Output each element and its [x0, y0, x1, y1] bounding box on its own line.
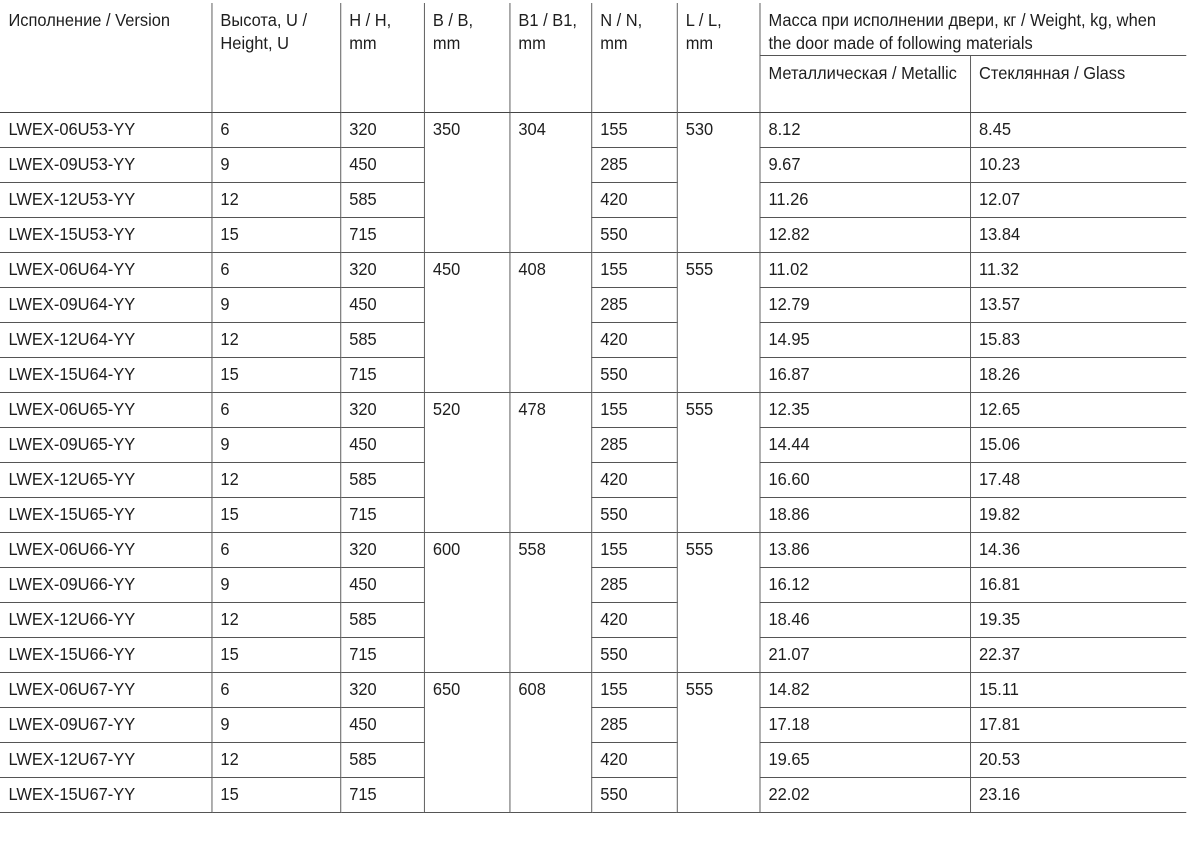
table-row — [0, 568, 1186, 603]
cell-metallic: 14.95 — [760, 323, 971, 358]
cell-metallic: 14.82 — [760, 673, 971, 708]
cell-n: 550 — [591, 778, 677, 813]
cell-h: 715 — [340, 778, 424, 813]
cell-height-u: 12 — [212, 743, 341, 778]
cell-h: 715 — [340, 218, 424, 253]
cell-metallic: 13.86 — [760, 533, 971, 568]
cell-b1: 558 — [509, 533, 591, 673]
table-body — [0, 113, 1186, 813]
cell-n: 155 — [591, 673, 677, 708]
header-b: B / B, mm — [424, 3, 510, 113]
cell-h: 715 — [340, 498, 424, 533]
table-row — [0, 708, 1186, 743]
header-version: Исполнение / Version — [0, 3, 212, 113]
cell-n: 155 — [591, 253, 677, 288]
header-mass: Масса при исполнении двери, кг / Weight, kg, when the door made of following materials — [760, 3, 1187, 56]
table-row — [0, 428, 1186, 463]
cell-h: 450 — [340, 148, 424, 183]
cell-glass: 12.07 — [970, 183, 1186, 218]
cell-version: LWEX-09U67-YY — [0, 708, 212, 743]
cell-metallic: 11.02 — [760, 253, 971, 288]
cell-version: LWEX-06U64-YY — [0, 253, 212, 288]
cell-height-u: 15 — [212, 498, 341, 533]
cell-height-u: 9 — [212, 428, 341, 463]
cell-glass: 19.35 — [970, 603, 1186, 638]
header-height-u: Высота, U / Height, U — [212, 3, 341, 113]
table-row — [0, 323, 1186, 358]
cell-height-u: 9 — [212, 568, 341, 603]
cell-glass: 23.16 — [970, 778, 1186, 813]
cell-glass: 8.45 — [970, 113, 1186, 148]
table-row — [0, 603, 1186, 638]
cell-version: LWEX-06U67-YY — [0, 673, 212, 708]
header-n: N / N, mm — [591, 3, 677, 113]
cell-height-u: 12 — [212, 183, 341, 218]
cell-n: 285 — [591, 568, 677, 603]
table-row — [0, 218, 1186, 253]
cell-metallic: 22.02 — [760, 778, 971, 813]
cell-h: 715 — [340, 638, 424, 673]
cell-glass: 22.37 — [970, 638, 1186, 673]
cell-version: LWEX-09U64-YY — [0, 288, 212, 323]
cell-height-u: 6 — [212, 533, 341, 568]
cell-version: LWEX-15U53-YY — [0, 218, 212, 253]
cell-glass: 10.23 — [970, 148, 1186, 183]
cell-h: 715 — [340, 358, 424, 393]
cell-height-u: 9 — [212, 288, 341, 323]
cell-height-u: 6 — [212, 393, 341, 428]
table-row — [0, 148, 1186, 183]
cell-metallic: 18.46 — [760, 603, 971, 638]
header-l: L / L, mm — [677, 3, 760, 113]
cell-metallic: 12.79 — [760, 288, 971, 323]
cell-height-u: 12 — [212, 603, 341, 638]
cell-n: 550 — [591, 358, 677, 393]
cell-metallic: 17.18 — [760, 708, 971, 743]
header-glass: Стеклянная / Glass — [970, 56, 1186, 113]
cell-glass: 17.48 — [970, 463, 1186, 498]
cell-metallic: 9.67 — [760, 148, 971, 183]
table-row — [0, 638, 1186, 673]
cell-glass: 16.81 — [970, 568, 1186, 603]
cell-version: LWEX-15U67-YY — [0, 778, 212, 813]
cell-b1: 478 — [509, 393, 591, 533]
cell-l: 555 — [677, 533, 760, 673]
cell-metallic: 21.07 — [760, 638, 971, 673]
cell-b1: 608 — [509, 673, 591, 813]
cell-n: 550 — [591, 218, 677, 253]
cell-glass: 13.84 — [970, 218, 1186, 253]
cell-n: 285 — [591, 428, 677, 463]
cell-l: 530 — [677, 113, 760, 253]
cell-h: 320 — [340, 393, 424, 428]
cell-h: 450 — [340, 708, 424, 743]
cell-h: 585 — [340, 183, 424, 218]
cell-l: 555 — [677, 253, 760, 393]
cell-h: 320 — [340, 253, 424, 288]
cell-n: 420 — [591, 183, 677, 218]
cell-height-u: 6 — [212, 113, 341, 148]
cell-height-u: 6 — [212, 253, 341, 288]
cell-height-u: 12 — [212, 323, 341, 358]
cell-h: 450 — [340, 288, 424, 323]
cell-glass: 13.57 — [970, 288, 1186, 323]
cell-glass: 20.53 — [970, 743, 1186, 778]
cell-n: 420 — [591, 743, 677, 778]
header-h: H / H, mm — [340, 3, 424, 113]
cell-height-u: 12 — [212, 463, 341, 498]
specification-table — [0, 3, 1186, 813]
header-row-top — [0, 3, 1186, 56]
cell-h: 585 — [340, 323, 424, 358]
cell-metallic: 16.12 — [760, 568, 971, 603]
cell-height-u: 15 — [212, 218, 341, 253]
cell-h: 585 — [340, 603, 424, 638]
cell-n: 155 — [591, 533, 677, 568]
cell-glass: 11.32 — [970, 253, 1186, 288]
cell-metallic: 16.60 — [760, 463, 971, 498]
cell-metallic: 18.86 — [760, 498, 971, 533]
cell-l: 555 — [677, 673, 760, 813]
table-row — [0, 463, 1186, 498]
cell-h: 450 — [340, 568, 424, 603]
cell-h: 450 — [340, 428, 424, 463]
cell-b: 350 — [424, 113, 510, 253]
cell-n: 550 — [591, 638, 677, 673]
cell-n: 420 — [591, 603, 677, 638]
cell-version: LWEX-06U65-YY — [0, 393, 212, 428]
header-b1: B1 / B1, mm — [509, 3, 591, 113]
cell-height-u: 15 — [212, 638, 341, 673]
cell-b: 450 — [424, 253, 510, 393]
cell-metallic: 8.12 — [760, 113, 971, 148]
cell-b: 600 — [424, 533, 510, 673]
cell-version: LWEX-15U66-YY — [0, 638, 212, 673]
cell-version: LWEX-09U66-YY — [0, 568, 212, 603]
cell-version: LWEX-12U53-YY — [0, 183, 212, 218]
cell-h: 320 — [340, 533, 424, 568]
cell-n: 285 — [591, 288, 677, 323]
cell-b: 520 — [424, 393, 510, 533]
cell-n: 420 — [591, 323, 677, 358]
table-row — [0, 498, 1186, 533]
cell-n: 285 — [591, 148, 677, 183]
table-row — [0, 533, 1186, 568]
cell-height-u: 9 — [212, 148, 341, 183]
cell-version: LWEX-09U65-YY — [0, 428, 212, 463]
cell-glass: 18.26 — [970, 358, 1186, 393]
cell-height-u: 15 — [212, 358, 341, 393]
cell-glass: 14.36 — [970, 533, 1186, 568]
cell-b1: 408 — [509, 253, 591, 393]
cell-glass: 15.06 — [970, 428, 1186, 463]
cell-n: 155 — [591, 113, 677, 148]
table-row — [0, 778, 1186, 813]
cell-h: 585 — [340, 743, 424, 778]
cell-metallic: 19.65 — [760, 743, 971, 778]
cell-height-u: 9 — [212, 708, 341, 743]
table-row — [0, 673, 1186, 708]
cell-version: LWEX-12U65-YY — [0, 463, 212, 498]
cell-b1: 304 — [509, 113, 591, 253]
cell-metallic: 16.87 — [760, 358, 971, 393]
cell-glass: 15.83 — [970, 323, 1186, 358]
table-row — [0, 253, 1186, 288]
cell-n: 155 — [591, 393, 677, 428]
cell-version: LWEX-09U53-YY — [0, 148, 212, 183]
cell-version: LWEX-06U66-YY — [0, 533, 212, 568]
cell-glass: 17.81 — [970, 708, 1186, 743]
cell-b: 650 — [424, 673, 510, 813]
cell-version: LWEX-15U65-YY — [0, 498, 212, 533]
cell-glass: 15.11 — [970, 673, 1186, 708]
cell-glass: 19.82 — [970, 498, 1186, 533]
cell-metallic: 14.44 — [760, 428, 971, 463]
cell-l: 555 — [677, 393, 760, 533]
cell-glass: 12.65 — [970, 393, 1186, 428]
cell-h: 320 — [340, 113, 424, 148]
header-metallic: Металлическая / Metallic — [760, 56, 971, 113]
cell-h: 320 — [340, 673, 424, 708]
table-row — [0, 288, 1186, 323]
cell-version: LWEX-06U53-YY — [0, 113, 212, 148]
cell-height-u: 15 — [212, 778, 341, 813]
cell-metallic: 12.82 — [760, 218, 971, 253]
cell-n: 420 — [591, 463, 677, 498]
cell-version: LWEX-12U64-YY — [0, 323, 212, 358]
cell-h: 585 — [340, 463, 424, 498]
table-row — [0, 358, 1186, 393]
cell-version: LWEX-12U67-YY — [0, 743, 212, 778]
cell-metallic: 12.35 — [760, 393, 971, 428]
cell-version: LWEX-15U64-YY — [0, 358, 212, 393]
cell-n: 285 — [591, 708, 677, 743]
cell-n: 550 — [591, 498, 677, 533]
cell-metallic: 11.26 — [760, 183, 971, 218]
table-row — [0, 113, 1186, 148]
cell-height-u: 6 — [212, 673, 341, 708]
cell-version: LWEX-12U66-YY — [0, 603, 212, 638]
table-row — [0, 183, 1186, 218]
table-row — [0, 743, 1186, 778]
table-row — [0, 393, 1186, 428]
